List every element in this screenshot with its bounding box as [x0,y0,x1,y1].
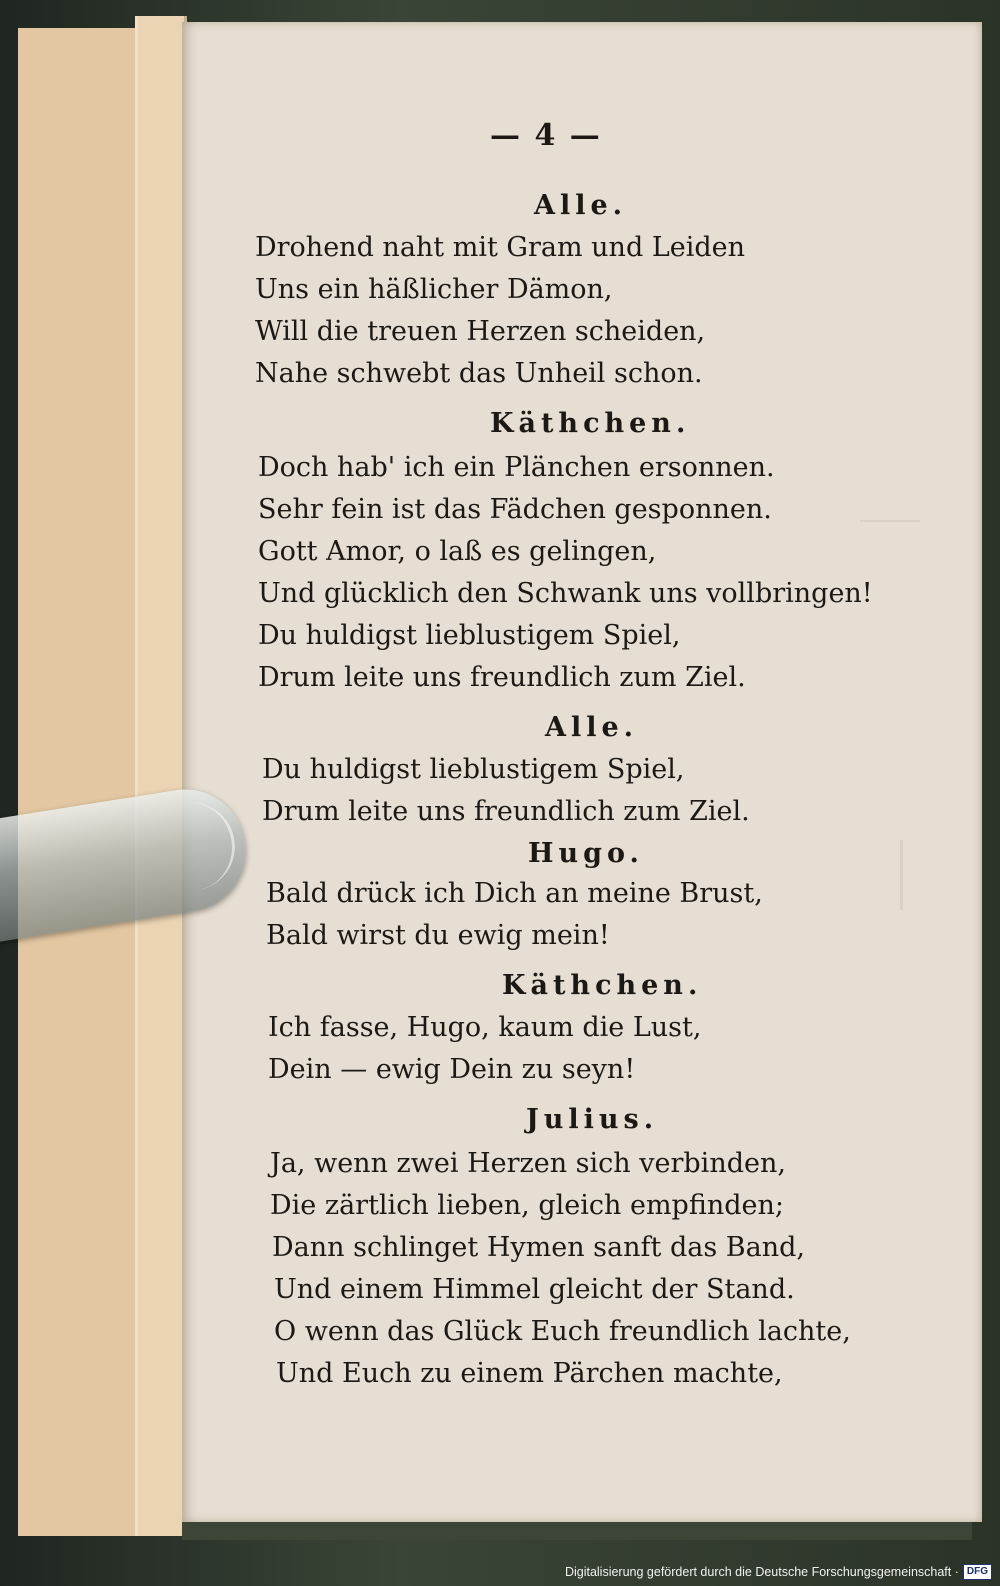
verse-line: Die zärtlich lieben, gleich empfinden; [270,1190,784,1221]
verse-line: Drum leite uns freundlich zum Ziel. [258,662,746,693]
verse-line: Und glücklich den Schwank uns vollbringen! [258,578,873,609]
verse-line: Uns ein häßlicher Dämon, [255,274,613,305]
page-number: — 4 — [490,118,602,153]
verse-line: Und Euch zu einem Pärchen machte, [276,1358,783,1389]
book-page-edge [135,16,187,1536]
dfg-logo: DFG [963,1564,992,1580]
speaker-heading: Alle. [545,712,639,743]
digitization-credit [565,1562,992,1582]
verse-line: Nahe schwebt das Unheil schon. [255,358,703,389]
speaker-heading: Käthchen. [490,408,691,439]
verse-line: Du huldigst lieblustigem Spiel, [262,754,685,785]
verse-line: Dann schlinget Hymen sanft das Band, [272,1232,805,1263]
verse-line: Sehr fein ist das Fädchen gesponnen. [258,494,772,525]
speaker-heading: Alle. [534,190,628,221]
speaker-heading: Hugo. [528,838,644,869]
verse-line: Ich fasse, Hugo, kaum die Lust, [268,1012,702,1043]
bleed-through-mark [900,840,943,910]
verse-line: Gott Amor, o laß es gelingen, [258,536,657,567]
verse-line: O wenn das Glück Euch freundlich lachte, [274,1316,851,1347]
book-cover-board [18,28,138,1536]
speaker-heading: Käthchen. [502,970,703,1001]
credit-text: Digitalisierung gefördert durch die Deutsche Forschungsgemeinschaft · [564,1565,959,1579]
verse-line: Du huldigst lieblustigem Spiel, [258,620,681,651]
page-bottom-shadow [182,1522,972,1540]
verse-line: Bald wirst du ewig mein! [266,920,610,951]
bleed-through-mark [860,470,920,522]
verse-line: Will die treuen Herzen scheiden, [255,316,706,347]
verse-line: Drum leite uns freundlich zum Ziel. [262,796,750,827]
speaker-heading: Julius. [526,1104,659,1135]
verse-line: Und einem Himmel gleicht der Stand. [274,1274,795,1305]
verse-line: Ja, wenn zwei Herzen sich verbinden, [270,1148,786,1179]
verse-line: Doch hab' ich ein Plänchen ersonnen. [258,452,775,483]
verse-line: Dein — ewig Dein zu seyn! [268,1054,636,1085]
verse-line: Drohend naht mit Gram und Leiden [255,232,746,263]
verse-line: Bald drück ich Dich an meine Brust, [266,878,763,909]
